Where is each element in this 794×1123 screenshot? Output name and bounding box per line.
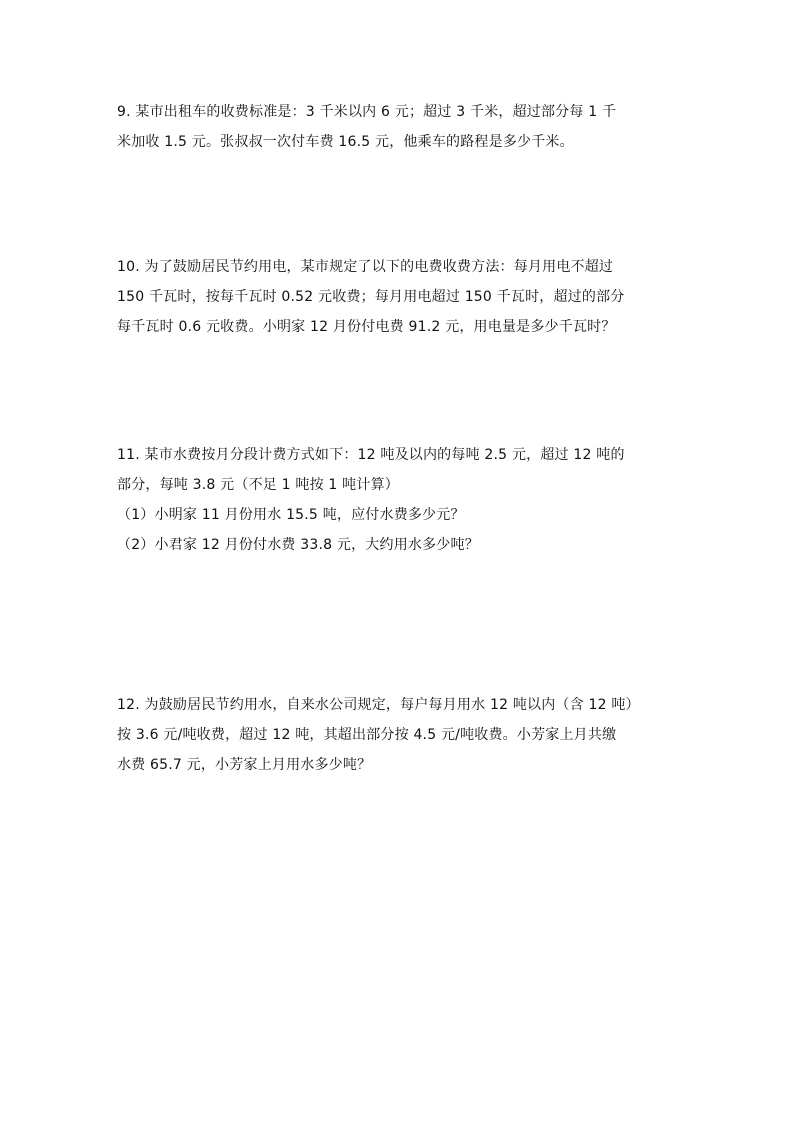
problem-11 [117, 440, 687, 560]
problem-line: 10. 为了鼓励居民节约用电，某市规定了以下的电费收费方法：每月用电不超过 [117, 259, 614, 275]
problem-line: 每千瓦时 0.6 元收费。小明家 12 月份付电费 91.2 元，用电量是多少千瓦时？ [117, 319, 616, 335]
problem-line: 部分，每吨 3.8 元（不足 1 吨按 1 吨计算） [117, 477, 399, 493]
problem-9 [117, 97, 687, 157]
problem-line: 12. 为鼓励居民节约用水，自来水公司规定，每户每月用水 12 吨以内（含 12 吨） [117, 697, 640, 713]
problem-line: 9. 某市出租车的收费标准是：3 千米以内 6 元；超过 3 千米，超过部分每 1 千 [117, 104, 617, 120]
problem-line: 米加收 1.5 元。张叔叔一次付车费 16.5 元，他乘车的路程是多少千米。 [117, 134, 574, 150]
sub-question-1: （1）小明家 11 月份用水 15.5 吨，应付水费多少元？ [117, 507, 465, 523]
problem-line: 按 3.6 元/吨收费，超过 12 吨，其超出部分按 4.5 元/吨收费。小芳家上月共缴 [117, 727, 617, 743]
problem-line: 11. 某市水费按月分段计费方式如下：12 吨及以内的每吨 2.5 元，超过 12 吨的 [117, 447, 625, 463]
problem-line: 水费 65.7 元，小芳家上月用水多少吨？ [117, 757, 372, 773]
problem-10 [117, 252, 687, 342]
problem-12 [117, 690, 687, 780]
problem-line: 150 千瓦时，按每千瓦时 0.52 元收费；每月用电超过 150 千瓦时，超过的部分 [117, 289, 625, 305]
sub-question-2: （2）小君家 12 月份付水费 33.8 元，大约用水多少吨？ [117, 537, 479, 553]
